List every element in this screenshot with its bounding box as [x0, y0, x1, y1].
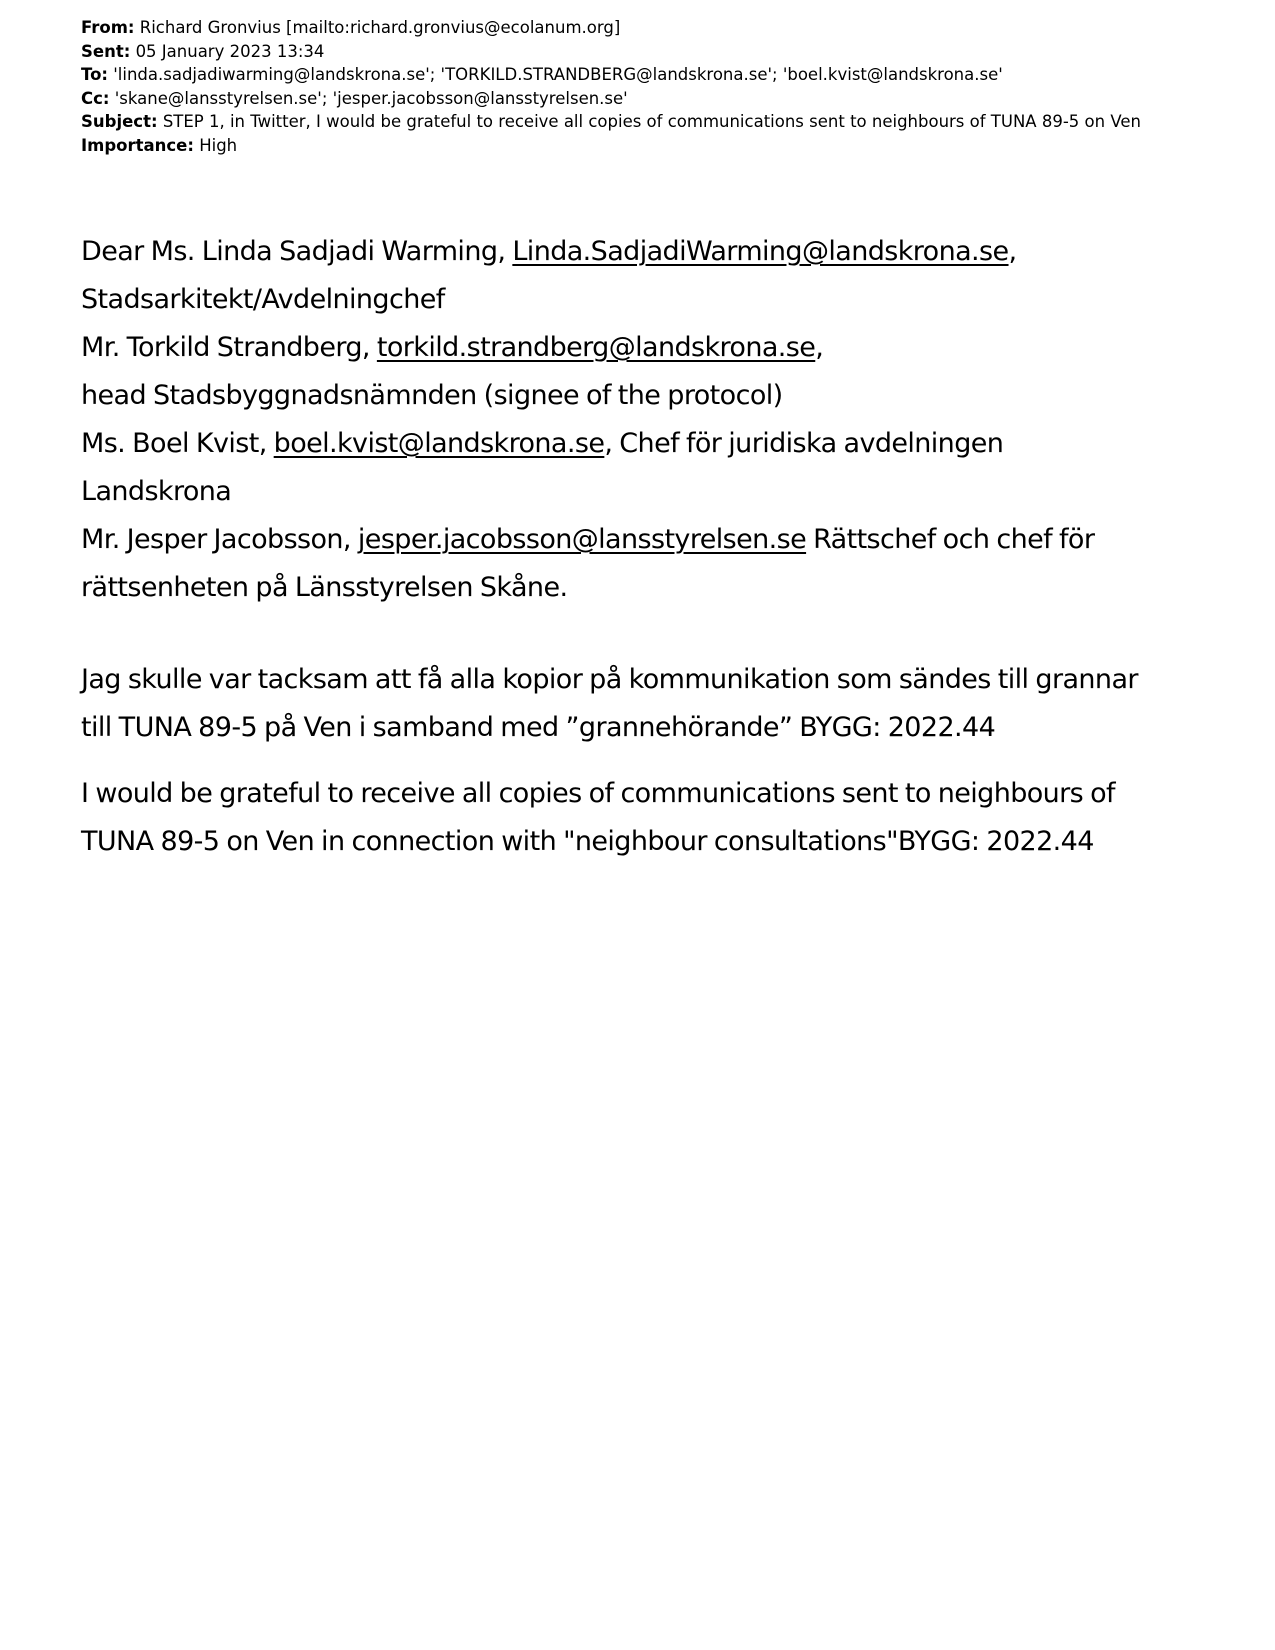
salutation-line: [81, 228, 1231, 276]
to-value: 'linda.sadjadiwarming@landskrona.se'; 'TORKILD.STRANDBERG@landskrona.se'; 'boel.kvist@landskrona.se': [113, 65, 1003, 84]
torkild-email-link[interactable]: torkild.strandberg@landskrona.se: [376, 332, 816, 363]
paragraph-spacer: [81, 752, 1231, 770]
to-label: To:: [81, 65, 108, 84]
jesper-name: Mr. Jesper Jacobsson,: [81, 524, 358, 555]
from-value: Richard Gronvius [mailto:richard.gronvius@ecolanum.org]: [139, 18, 621, 37]
importance-value: High: [199, 135, 238, 155]
cc-row: [81, 87, 1191, 111]
email-header: [81, 16, 1191, 157]
torkild-name: Mr. Torkild Strandberg,: [81, 332, 377, 363]
from-label: From:: [81, 18, 135, 37]
english-request-line-2: TUNA 89-5 on Ven in connection with "neighbour consultations"BYGG: 2022.44: [81, 826, 1094, 857]
importance-label: Importance:: [81, 135, 194, 155]
cc-value: 'skane@lansstyrelsen.se'; 'jesper.jacobsson@lansstyrelsen.se': [114, 88, 628, 108]
linda-email-link[interactable]: Linda.SadjadiWarming@landskrona.se: [512, 236, 1009, 267]
subject-value: STEP 1, in Twitter, I would be grateful to receive all copies of communications sent to neighbours of TUNA 89-5 on Ven: [162, 112, 1141, 131]
boel-city: Landskrona: [81, 476, 232, 507]
sent-value: 05 January 2023 13:34: [135, 41, 325, 61]
to-row: [81, 63, 1191, 87]
jesper-after: Rättschef och chef för: [806, 524, 1095, 555]
boel-email-link[interactable]: boel.kvist@landskrona.se: [273, 428, 605, 459]
from-row: [81, 16, 1191, 40]
jesper-title: rättsenheten på Länsstyrelsen Skåne.: [81, 572, 568, 603]
jesper-email-link[interactable]: jesper.jacobsson@lansstyrelsen.se: [357, 524, 807, 555]
sent-label: Sent:: [81, 41, 131, 61]
boel-name: Ms. Boel Kvist,: [81, 428, 274, 459]
jesper-line: [81, 516, 1231, 564]
salutation-text: Dear Ms. Linda Sadjadi Warming,: [81, 236, 513, 267]
swedish-request-line-1: Jag skulle var tacksam att få alla kopior på kommunikation som sändes till grannar: [81, 664, 1138, 695]
cc-label: Cc:: [81, 88, 110, 108]
boel-line: [81, 420, 1231, 468]
importance-row: [81, 134, 1191, 158]
subject-label: Subject:: [81, 112, 158, 131]
english-request-line-1: I would be grateful to receive all copies of communications sent to neighbours of: [81, 778, 1115, 809]
torkild-title: head Stadsbyggnadsnämnden (signee of the protocol): [81, 380, 783, 411]
boel-after: , Chef för juridiska avdelningen: [604, 428, 1004, 459]
swedish-request-line-2: till TUNA 89-5 på Ven i samband med ”grannehörande” BYGG: 2022.44: [81, 712, 996, 743]
linda-after: ,: [1008, 236, 1017, 267]
torkild-after: ,: [815, 332, 824, 363]
paragraph-spacer: [81, 612, 1231, 656]
torkild-line: [81, 324, 1231, 372]
subject-row: [81, 110, 1191, 134]
linda-title: Stadsarkitekt/Avdelningchef: [81, 284, 445, 315]
email-body: [81, 228, 1231, 866]
sent-row: [81, 40, 1191, 64]
